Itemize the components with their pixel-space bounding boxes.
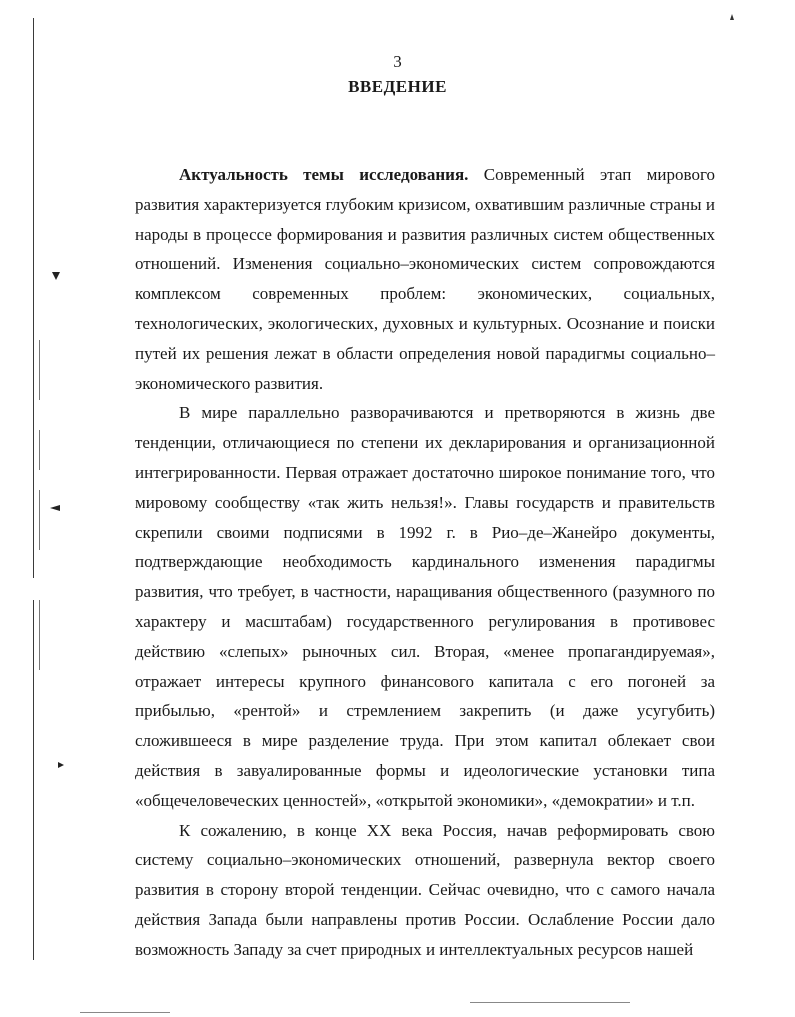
scan-arrow-mark <box>52 272 60 280</box>
scan-margin-line <box>33 600 34 960</box>
paragraph <box>135 398 715 815</box>
page-heading: ВВЕДЕНИЕ <box>348 77 447 96</box>
paragraph <box>135 160 715 398</box>
paragraph-lead: Актуальность темы исследования. <box>179 165 469 184</box>
document-body <box>135 160 715 965</box>
scan-margin-line <box>39 340 40 400</box>
scan-margin-line <box>39 600 40 670</box>
paragraph <box>135 816 715 965</box>
scan-bottom-line <box>80 1012 170 1013</box>
page-number: 3 <box>393 52 402 71</box>
paragraph-text: Современный этап мирового развития характеризуется глубоким кризисом, охватившим различные страны и народы в процессе формирования и развития различных систем общественных отношений. Изменения социально–экономических систем сопровождаются комплексом современных проблем: экономических, социальных, технологических, экологических, духовных и культурных. Осознание и поиски путей их решения лежат в области определения новой парадигмы социально–экономического развития. <box>135 165 715 393</box>
paragraph-text: В мире параллельно разворачиваются и претворяются в жизнь две тенденции, отличающиеся по степени их декларирования и организационной интегрированности. Первая отражает достаточно широкое понимание того, что мировому сообществу «так жить нельзя!». Главы государств и правительств скрепили своими подписями в 1992 г. в Рио–де–Жанейро документы, подтверждающие необходимость кардинального изменения парадигмы развития, что требует, в частности, наращивания общественного (разумного по характеру и масштабам) государственного регулирования в противовес действию «слепых» рыночных сил. Вторая, «менее пропагандируемая», отражает интересы крупного финансового капитала с его погоней за прибылью, «рентой» и стремлением закрепить (и даже усугубить) сложившееся в мире разделение труда. При этом капитал облекает свои действия в завуалированные формы и идеологические установки типа «общечеловеческих ценностей», «открытой экономики», «демократии» и т.п. <box>135 403 715 810</box>
scan-margin-line <box>39 490 40 550</box>
scan-bottom-line <box>470 1002 630 1003</box>
scan-margin-line <box>39 430 40 470</box>
scan-corner-mark <box>730 14 734 20</box>
paragraph-text: К сожалению, в конце XX века Россия, начав реформировать свою систему социально–экономических отношений, развернула вектор своего развития в сторону второй тенденции. Сейчас очевидно, что с самого начала действия Запада были направлены против России. Ослабление России дало возможность Западу за счет природных и интеллектуальных ресурсов нашей <box>135 820 715 959</box>
scan-arrow-mark <box>50 505 60 511</box>
scan-margin-line <box>33 18 34 578</box>
scan-arrow-mark <box>58 762 64 768</box>
